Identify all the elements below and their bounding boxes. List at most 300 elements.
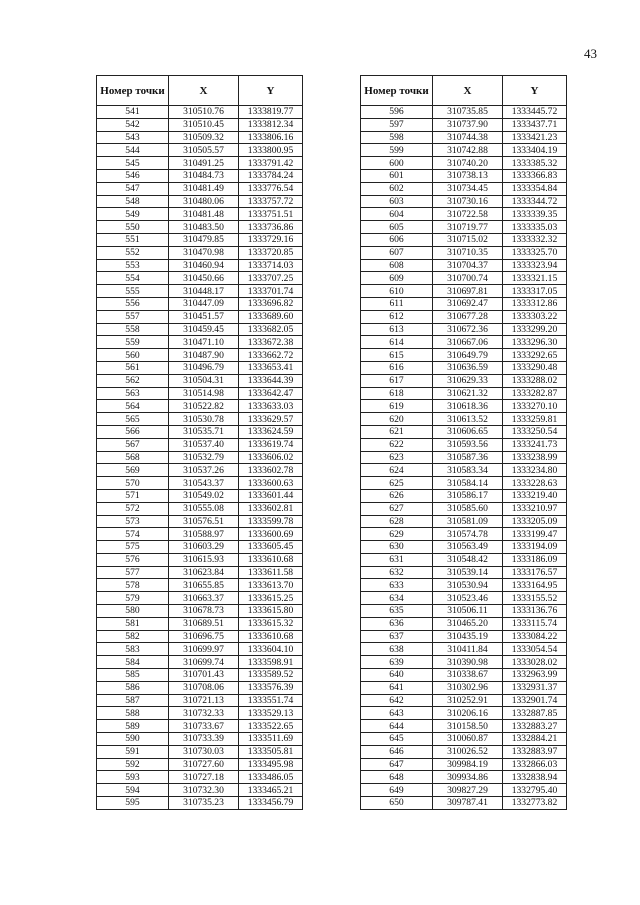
cell-x: 310509.32: [169, 131, 239, 144]
cell-y: 1333421.23: [503, 131, 567, 144]
cell-point-number: 631: [361, 553, 433, 566]
cell-point-number: 648: [361, 771, 433, 784]
table-row: [97, 464, 303, 477]
cell-x: 310649.79: [433, 349, 503, 362]
cell-x: 310390.98: [433, 656, 503, 669]
table-row: [361, 310, 567, 323]
cell-point-number: 578: [97, 579, 169, 592]
table-row: [97, 157, 303, 170]
cell-x: 310737.90: [433, 118, 503, 131]
cell-x: 310465.20: [433, 617, 503, 630]
cell-point-number: 650: [361, 797, 433, 810]
cell-y: 1333605.45: [239, 541, 303, 554]
cell-point-number: 594: [97, 784, 169, 797]
cell-x: 310742.88: [433, 144, 503, 157]
table-row: [97, 553, 303, 566]
cell-point-number: 581: [97, 617, 169, 630]
cell-y: 1333696.82: [239, 297, 303, 310]
cell-x: 310730.16: [433, 195, 503, 208]
cell-point-number: 542: [97, 118, 169, 131]
cell-y: 1333613.70: [239, 579, 303, 592]
table-row: [97, 605, 303, 618]
cell-point-number: 575: [97, 541, 169, 554]
cell-x: 310678.73: [169, 605, 239, 618]
header-point-number: Номер точки: [361, 76, 433, 106]
table-row: [361, 579, 567, 592]
cell-x: 310629.33: [433, 374, 503, 387]
cell-point-number: 543: [97, 131, 169, 144]
table-row: [361, 259, 567, 272]
table-row: [97, 310, 303, 323]
cell-y: 1333486.05: [239, 771, 303, 784]
cell-point-number: 611: [361, 297, 433, 310]
table-row: [361, 758, 567, 771]
cell-x: 310537.40: [169, 438, 239, 451]
cell-x: 310689.51: [169, 617, 239, 630]
cell-point-number: 639: [361, 656, 433, 669]
cell-x: 310699.97: [169, 643, 239, 656]
cell-x: 310505.57: [169, 144, 239, 157]
cell-x: 310732.30: [169, 784, 239, 797]
cell-point-number: 557: [97, 310, 169, 323]
cell-point-number: 585: [97, 669, 169, 682]
cell-point-number: 644: [361, 720, 433, 733]
cell-x: 310732.33: [169, 707, 239, 720]
cell-y: 1333115.74: [503, 617, 567, 630]
cell-point-number: 626: [361, 489, 433, 502]
cell-y: 1333611.58: [239, 566, 303, 579]
cell-x: 310623.84: [169, 566, 239, 579]
cell-y: 1333404.19: [503, 144, 567, 157]
cell-x: 310158.50: [433, 720, 503, 733]
table-row: [97, 451, 303, 464]
cell-point-number: 554: [97, 272, 169, 285]
cell-point-number: 649: [361, 784, 433, 797]
cell-point-number: 619: [361, 400, 433, 413]
cell-y: 1333642.47: [239, 387, 303, 400]
cell-point-number: 610: [361, 285, 433, 298]
table-row: [361, 528, 567, 541]
cell-x: 310555.08: [169, 502, 239, 515]
cell-y: 1333290.48: [503, 361, 567, 374]
cell-x: 310504.31: [169, 374, 239, 387]
table-row: [361, 169, 567, 182]
cell-x: 310460.94: [169, 259, 239, 272]
cell-point-number: 608: [361, 259, 433, 272]
cell-y: 1333606.02: [239, 451, 303, 464]
table-row: [361, 208, 567, 221]
table-row: [97, 169, 303, 182]
cell-point-number: 635: [361, 605, 433, 618]
table-row: [361, 515, 567, 528]
table-row: [97, 297, 303, 310]
cell-y: 1333529.13: [239, 707, 303, 720]
table-row: [361, 182, 567, 195]
cell-y: 1333800.95: [239, 144, 303, 157]
cell-point-number: 587: [97, 694, 169, 707]
cell-point-number: 569: [97, 464, 169, 477]
cell-x: 310481.48: [169, 208, 239, 221]
cell-x: 310583.34: [433, 464, 503, 477]
header-x: X: [433, 76, 503, 106]
cell-y: 1333751.51: [239, 208, 303, 221]
table-header-row: [361, 76, 567, 106]
cell-y: 1333604.10: [239, 643, 303, 656]
cell-point-number: 634: [361, 592, 433, 605]
cell-y: 1333186.09: [503, 553, 567, 566]
cell-y: 1333465.21: [239, 784, 303, 797]
cell-point-number: 556: [97, 297, 169, 310]
table-row: [97, 361, 303, 374]
cell-y: 1333199.47: [503, 528, 567, 541]
cell-x: 310696.75: [169, 630, 239, 643]
cell-y: 1333511.69: [239, 733, 303, 746]
cell-point-number: 579: [97, 592, 169, 605]
header-x: X: [169, 76, 239, 106]
cell-y: 1333028.02: [503, 656, 567, 669]
table-row: [97, 221, 303, 234]
cell-point-number: 561: [97, 361, 169, 374]
cell-x: 310667.06: [433, 336, 503, 349]
table-row: [361, 157, 567, 170]
cell-x: 310727.18: [169, 771, 239, 784]
cell-point-number: 588: [97, 707, 169, 720]
cell-x: 310487.90: [169, 349, 239, 362]
cell-y: 1333610.68: [239, 630, 303, 643]
table-row: [97, 566, 303, 579]
cell-y: 1333672.38: [239, 336, 303, 349]
cell-point-number: 574: [97, 528, 169, 541]
table-row: [361, 541, 567, 554]
table-row: [361, 797, 567, 810]
cell-point-number: 622: [361, 438, 433, 451]
table-row: [97, 413, 303, 426]
header-y: Y: [503, 76, 567, 106]
cell-y: 1333682.05: [239, 323, 303, 336]
table-row: [97, 259, 303, 272]
cell-point-number: 589: [97, 720, 169, 733]
cell-x: 310484.73: [169, 169, 239, 182]
cell-point-number: 546: [97, 169, 169, 182]
cell-y: 1333323.94: [503, 259, 567, 272]
cell-point-number: 613: [361, 323, 433, 336]
cell-point-number: 617: [361, 374, 433, 387]
table-row: [361, 694, 567, 707]
cell-y: 1333194.09: [503, 541, 567, 554]
cell-x: 310697.81: [433, 285, 503, 298]
cell-point-number: 562: [97, 374, 169, 387]
table-row: [361, 605, 567, 618]
cell-x: 310470.98: [169, 246, 239, 259]
cell-x: 310585.60: [433, 502, 503, 515]
cell-y: 1333155.52: [503, 592, 567, 605]
cell-x: 310548.42: [433, 553, 503, 566]
cell-y: 1333299.20: [503, 323, 567, 336]
cell-point-number: 599: [361, 144, 433, 157]
cell-y: 1333228.63: [503, 477, 567, 490]
cell-point-number: 591: [97, 745, 169, 758]
cell-y: 1333757.72: [239, 195, 303, 208]
cell-y: 1333791.42: [239, 157, 303, 170]
cell-point-number: 577: [97, 566, 169, 579]
table-row: [361, 425, 567, 438]
cell-y: 1333812.34: [239, 118, 303, 131]
cell-y: 1333662.72: [239, 349, 303, 362]
table-row: [361, 745, 567, 758]
table-row: [97, 195, 303, 208]
cell-y: 1333610.68: [239, 553, 303, 566]
cell-x: 310510.76: [169, 106, 239, 119]
cell-y: 1333707.25: [239, 272, 303, 285]
cell-x: 310510.45: [169, 118, 239, 131]
cell-x: 310618.36: [433, 400, 503, 413]
cell-y: 1333784.24: [239, 169, 303, 182]
table-row: [97, 374, 303, 387]
cell-point-number: 567: [97, 438, 169, 451]
cell-x: 310506.11: [433, 605, 503, 618]
cell-x: 310721.13: [169, 694, 239, 707]
cell-x: 310708.06: [169, 681, 239, 694]
cell-y: 1332866.03: [503, 758, 567, 771]
cell-point-number: 605: [361, 221, 433, 234]
cell-point-number: 551: [97, 233, 169, 246]
table-row: [361, 643, 567, 656]
cell-point-number: 627: [361, 502, 433, 515]
cell-x: 310727.60: [169, 758, 239, 771]
table-row: [97, 694, 303, 707]
table-row: [361, 106, 567, 119]
cell-x: 310206.16: [433, 707, 503, 720]
cell-x: 310535.71: [169, 425, 239, 438]
cell-y: 1333259.81: [503, 413, 567, 426]
table-row: [361, 784, 567, 797]
table-row: [97, 208, 303, 221]
table-row: [97, 771, 303, 784]
table-row: [361, 349, 567, 362]
cell-x: 310530.78: [169, 413, 239, 426]
table-row: [97, 387, 303, 400]
table-row: [97, 528, 303, 541]
cell-y: 1333437.71: [503, 118, 567, 131]
cell-y: 1333701.74: [239, 285, 303, 298]
cell-point-number: 559: [97, 336, 169, 349]
cell-y: 1333054.54: [503, 643, 567, 656]
cell-x: 310459.45: [169, 323, 239, 336]
table-row: [97, 579, 303, 592]
cell-point-number: 620: [361, 413, 433, 426]
cell-y: 1333522.65: [239, 720, 303, 733]
table-row: [361, 387, 567, 400]
cell-y: 1333615.32: [239, 617, 303, 630]
table-row: [97, 285, 303, 298]
cell-point-number: 548: [97, 195, 169, 208]
cell-y: 1333332.32: [503, 233, 567, 246]
cell-point-number: 628: [361, 515, 433, 528]
cell-y: 1333234.80: [503, 464, 567, 477]
cell-x: 310613.52: [433, 413, 503, 426]
cell-point-number: 572: [97, 502, 169, 515]
table-row: [361, 323, 567, 336]
table-row: [97, 630, 303, 643]
cell-point-number: 582: [97, 630, 169, 643]
cell-y: 1333292.65: [503, 349, 567, 362]
cell-point-number: 609: [361, 272, 433, 285]
header-point-number: Номер точки: [97, 76, 169, 106]
cell-point-number: 624: [361, 464, 433, 477]
cell-y: 1333335.03: [503, 221, 567, 234]
table-row: [97, 733, 303, 746]
cell-y: 1333164.95: [503, 579, 567, 592]
table-header-row: [97, 76, 303, 106]
table-row: [361, 656, 567, 669]
table-body-left: [97, 106, 303, 810]
table-row: [97, 144, 303, 157]
table-row: [97, 246, 303, 259]
cell-x: 310581.09: [433, 515, 503, 528]
cell-x: 309787.41: [433, 797, 503, 810]
cell-y: 1333601.44: [239, 489, 303, 502]
cell-point-number: 598: [361, 131, 433, 144]
cell-x: 310672.36: [433, 323, 503, 336]
cell-y: 1333598.91: [239, 656, 303, 669]
cell-x: 309934.86: [433, 771, 503, 784]
cell-point-number: 593: [97, 771, 169, 784]
cell-point-number: 632: [361, 566, 433, 579]
table-row: [361, 733, 567, 746]
table-row: [97, 477, 303, 490]
cell-x: 310450.66: [169, 272, 239, 285]
cell-point-number: 590: [97, 733, 169, 746]
coordinates-table-left: [96, 75, 303, 810]
cell-x: 310593.56: [433, 438, 503, 451]
cell-x: 310734.45: [433, 182, 503, 195]
cell-point-number: 600: [361, 157, 433, 170]
cell-point-number: 553: [97, 259, 169, 272]
cell-x: 310563.49: [433, 541, 503, 554]
cell-x: 310692.47: [433, 297, 503, 310]
cell-x: 310480.06: [169, 195, 239, 208]
cell-x: 310026.52: [433, 745, 503, 758]
cell-point-number: 646: [361, 745, 433, 758]
cell-y: 1333806.16: [239, 131, 303, 144]
table-row: [361, 361, 567, 374]
cell-y: 1333689.60: [239, 310, 303, 323]
cell-point-number: 544: [97, 144, 169, 157]
cell-x: 310479.85: [169, 233, 239, 246]
cell-point-number: 629: [361, 528, 433, 541]
table-row: [97, 784, 303, 797]
table-row: [97, 669, 303, 682]
cell-y: 1333505.81: [239, 745, 303, 758]
table-row: [361, 451, 567, 464]
cell-y: 1333602.78: [239, 464, 303, 477]
cell-y: 1333136.76: [503, 605, 567, 618]
cell-point-number: 621: [361, 425, 433, 438]
cell-x: 310730.03: [169, 745, 239, 758]
cell-y: 1333720.85: [239, 246, 303, 259]
cell-x: 310700.74: [433, 272, 503, 285]
cell-x: 310411.84: [433, 643, 503, 656]
table-row: [97, 106, 303, 119]
cell-x: 310539.14: [433, 566, 503, 579]
table-row: [361, 195, 567, 208]
cell-y: 1333602.81: [239, 502, 303, 515]
cell-x: 310530.94: [433, 579, 503, 592]
table-row: [97, 541, 303, 554]
cell-point-number: 566: [97, 425, 169, 438]
cell-y: 1333644.39: [239, 374, 303, 387]
table-row: [361, 144, 567, 157]
cell-y: 1333296.30: [503, 336, 567, 349]
cell-point-number: 568: [97, 451, 169, 464]
cell-point-number: 558: [97, 323, 169, 336]
table-body-right: [361, 106, 567, 810]
cell-x: 310735.85: [433, 106, 503, 119]
table-row: [97, 323, 303, 336]
table-row: [361, 374, 567, 387]
cell-x: 310481.49: [169, 182, 239, 195]
cell-x: 310704.37: [433, 259, 503, 272]
cell-x: 310576.51: [169, 515, 239, 528]
table-row: [361, 336, 567, 349]
cell-y: 1333312.86: [503, 297, 567, 310]
cell-point-number: 643: [361, 707, 433, 720]
table-row: [361, 477, 567, 490]
cell-y: 1333456.79: [239, 797, 303, 810]
cell-y: 1333238.99: [503, 451, 567, 464]
coordinates-table-right: [360, 75, 567, 810]
cell-x: 310447.09: [169, 297, 239, 310]
cell-y: 1333321.15: [503, 272, 567, 285]
cell-y: 1332773.82: [503, 797, 567, 810]
table-row: [361, 118, 567, 131]
cell-x: 309827.29: [433, 784, 503, 797]
table-row: [97, 745, 303, 758]
cell-x: 309984.19: [433, 758, 503, 771]
table-row: [97, 617, 303, 630]
cell-point-number: 545: [97, 157, 169, 170]
cell-y: 1333250.54: [503, 425, 567, 438]
table-row: [361, 707, 567, 720]
cell-x: 310740.20: [433, 157, 503, 170]
cell-point-number: 618: [361, 387, 433, 400]
cell-y: 1332795.40: [503, 784, 567, 797]
cell-x: 310537.26: [169, 464, 239, 477]
cell-y: 1333551.74: [239, 694, 303, 707]
cell-x: 310471.10: [169, 336, 239, 349]
cell-point-number: 560: [97, 349, 169, 362]
table-row: [97, 400, 303, 413]
cell-point-number: 614: [361, 336, 433, 349]
cell-x: 310621.32: [433, 387, 503, 400]
table-row: [97, 656, 303, 669]
cell-y: 1333736.86: [239, 221, 303, 234]
cell-y: 1333282.87: [503, 387, 567, 400]
cell-y: 1333633.03: [239, 400, 303, 413]
cell-point-number: 583: [97, 643, 169, 656]
cell-x: 310701.43: [169, 669, 239, 682]
cell-y: 1333653.41: [239, 361, 303, 374]
cell-point-number: 573: [97, 515, 169, 528]
cell-point-number: 630: [361, 541, 433, 554]
table-row: [361, 630, 567, 643]
cell-point-number: 547: [97, 182, 169, 195]
table-row: [361, 681, 567, 694]
cell-x: 310060.87: [433, 733, 503, 746]
cell-x: 310677.28: [433, 310, 503, 323]
cell-y: 1333599.78: [239, 515, 303, 528]
cell-x: 310451.57: [169, 310, 239, 323]
